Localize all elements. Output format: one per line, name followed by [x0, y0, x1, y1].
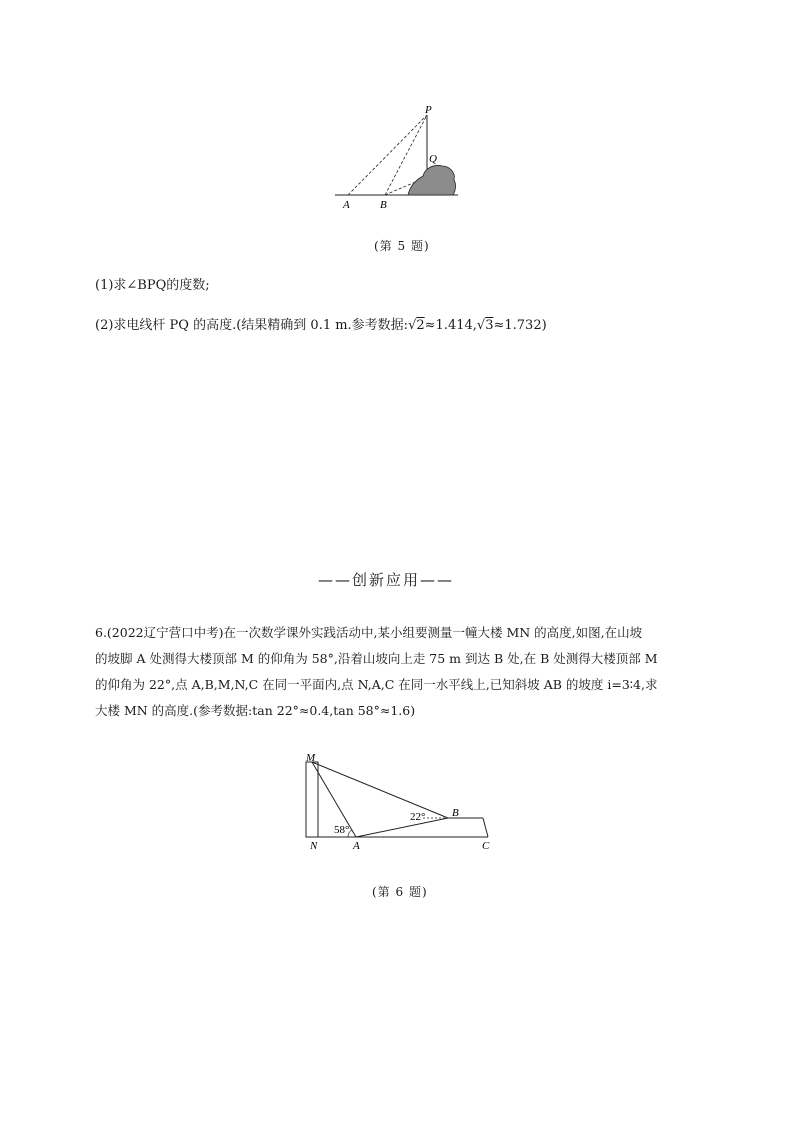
figure-6-caption: (第 6 题) [372, 885, 428, 899]
problem-6-line-3: 的仰角为 22°,点 A,B,M,N,C 在同一平面内,点 N,A,C 在同一水平线上,已知斜坡 AB 的坡度 i=3∶4,求 [95, 677, 658, 692]
angle-22: 22° [410, 811, 426, 823]
label-n: N [310, 840, 318, 852]
label-b6: B [452, 807, 459, 819]
figure-6-diagram [298, 750, 498, 855]
question-2-sqrt3: 3 [485, 318, 494, 333]
section-title: ——创新应用—— [318, 571, 455, 589]
label-b: B [380, 199, 387, 211]
label-a: A [343, 199, 350, 211]
question-2-mid: ≈1.414, [424, 318, 477, 333]
label-a6: A [353, 840, 360, 852]
figure-5-diagram [330, 100, 470, 215]
sight-bm [312, 762, 448, 818]
label-c: C [482, 840, 490, 852]
sqrt-icon: √ [408, 318, 417, 333]
sqrt-icon: √ [476, 318, 486, 333]
question-2-sqrt2: 2 [416, 318, 425, 333]
angle-58: 58° [334, 824, 350, 836]
problem-6-line-4: 大楼 MN 的高度.(参考数据:tan 22°≈0.4,tan 58°≈1.6) [95, 703, 416, 718]
question-2-prefix: (2)求电线杆 PQ 的高度.(结果精确到 0.1 m.参考数据: [95, 318, 409, 333]
problem-6-line-1: 6.(2022辽宁营口中考)在一次数学课外实践活动中,某小组要测量一幢大楼 MN 的高度,如图,在山坡 [95, 625, 643, 640]
label-q: Q [429, 153, 437, 165]
question-2 [95, 316, 547, 336]
question-2-end: ≈1.732) [493, 318, 547, 333]
problem-6-text [95, 620, 658, 724]
figure-5-caption: (第 5 题) [374, 239, 430, 253]
label-p: P [425, 104, 432, 116]
problem-6-line-2: 的坡脚 A 处测得大楼顶部 M 的仰角为 58°,沿着山坡向上走 75 m 到达 B 处,在 B 处测得大楼顶部 M [95, 651, 658, 666]
label-m: M [306, 752, 316, 764]
question-1: (1)求∠BPQ的度数; [95, 278, 210, 293]
slope-ab [356, 818, 448, 837]
rock-shape [408, 165, 456, 195]
platform-edge [483, 818, 488, 837]
building-mn [306, 762, 318, 837]
